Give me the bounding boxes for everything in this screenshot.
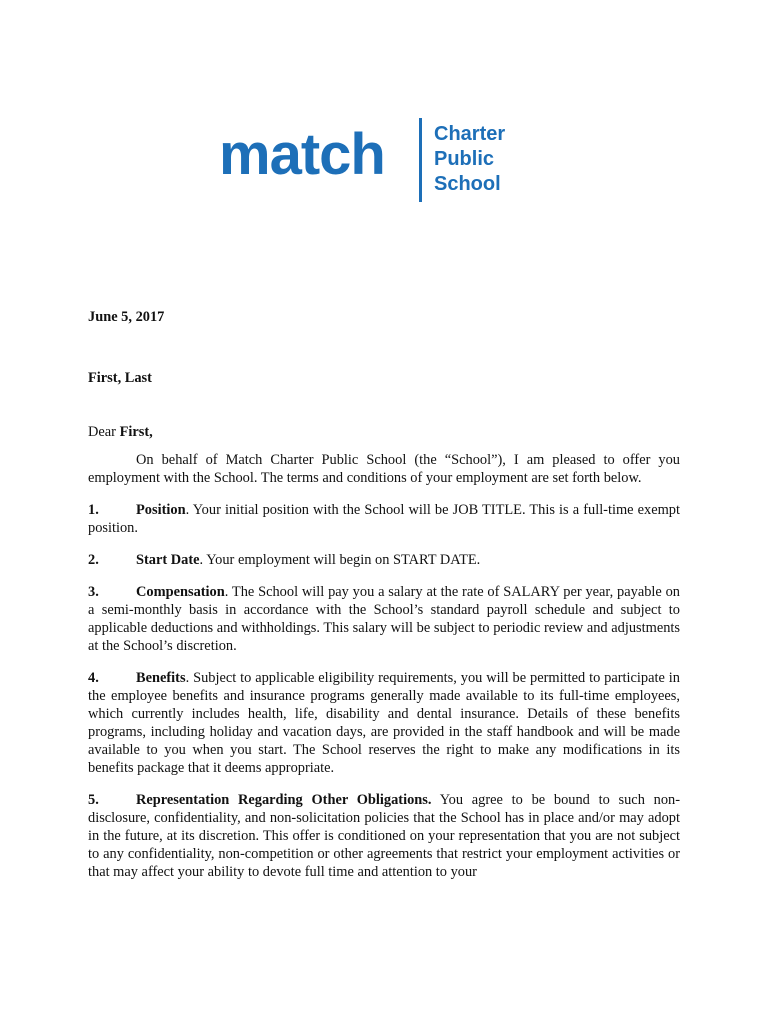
section-start-date (88, 551, 680, 569)
section-text: . Subject to applicable eligibility requirements, you will be permitted to participate in the employee benefits and insurance programs generally made available to its full-time employees, which currently includes health, life, disability and dental insurance. Details of these benefits programs, including holiday and vacation days, are provided in the staff handbook and will be made available to you when you start. The School reserves the right to make any modifications in its benefits package that it deems appropriate. (88, 670, 680, 776)
section-benefits (88, 669, 680, 777)
section-number: 4. (88, 670, 99, 686)
logo-line-public: Public (434, 148, 495, 170)
section-text: . Your initial position with the School will be JOB TITLE. This is a full-time exempt position. (88, 502, 680, 536)
section-text: . Your employment will begin on START DATE. (199, 552, 481, 568)
salutation-name: First, (119, 424, 153, 440)
logo-subtitle (434, 122, 505, 197)
section-position (88, 501, 680, 537)
section-representation (88, 791, 680, 881)
section-heading: Compensation (136, 584, 225, 600)
section-number: 2. (88, 552, 99, 568)
letter-intro: On behalf of Match Charter Public School (the “School”), I am pleased to offer you employment with the School. The terms and conditions of your employment are set forth below. (88, 452, 680, 486)
section-number: 1. (88, 502, 99, 518)
section-heading: Representation Regarding Other Obligations. (136, 792, 432, 808)
logo-wordmark: match (219, 122, 385, 187)
section-heading: Benefits (136, 670, 186, 686)
section-heading: Start Date (136, 552, 200, 568)
letter-recipient: First, Last (88, 370, 152, 386)
letter-body (88, 308, 680, 881)
school-logo (219, 116, 529, 206)
section-number: 5. (88, 792, 99, 808)
logo-line-charter: Charter (434, 123, 506, 145)
logo-divider (419, 118, 422, 202)
section-heading: Position (136, 502, 186, 518)
section-compensation (88, 583, 680, 655)
section-number: 3. (88, 584, 99, 600)
letter-date: June 5, 2017 (88, 309, 165, 325)
logo-line-school: School (434, 173, 501, 195)
salutation-prefix: Dear (88, 424, 120, 440)
section-text: You agree to be bound to such non-disclosure, confidentiality, and non-solicitation policies that the School has in place and/or may adopt in the future, at its discretion. This offer is conditioned on your representation that you are not subject to any confidentiality, non-competition or other agreements that restrict your employment activities or that may affect your ability to devote full time and attention to your (88, 792, 680, 880)
section-text: . The School will pay you a salary at the rate of SALARY per year, payable on a semi-monthly basis in accordance with the School’s standard payroll schedule and subject to applicable deductions and withholdings. This salary will be subject to periodic review and adjustments at the School’s discretion. (88, 584, 680, 654)
letter-salutation (88, 423, 680, 441)
